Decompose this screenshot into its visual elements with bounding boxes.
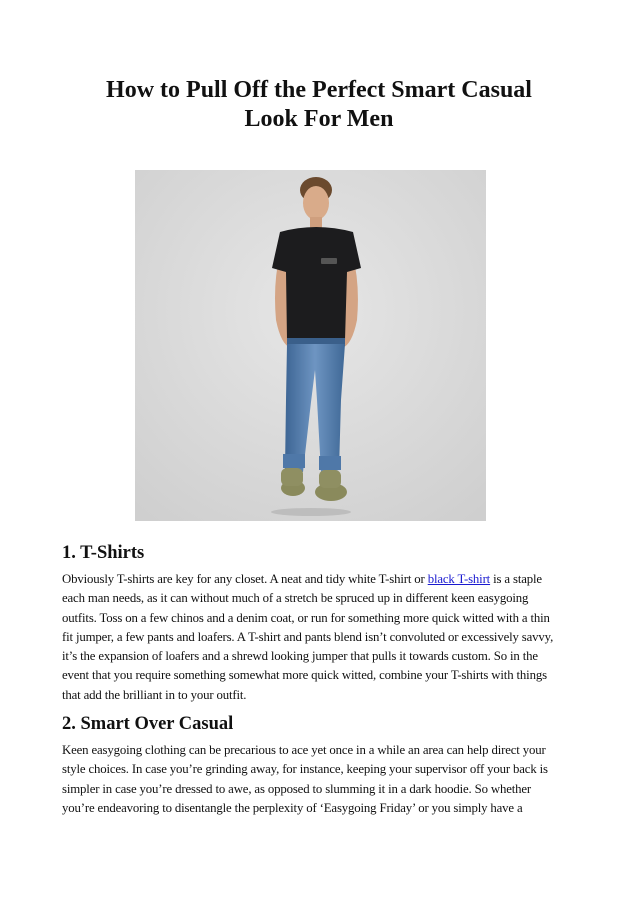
hero-image-man-smart-casual xyxy=(135,170,486,521)
title-line-2: Look For Men xyxy=(244,106,394,132)
body-line: simpler in case you’re dressed to awe, as opposed to slumming it in a dark hoodie. So whether xyxy=(62,781,532,796)
body-line: outfits. Toss on a few chinos and a denim coat, or run for something more quick witted with a thin xyxy=(62,610,550,625)
section-heading: 2. Smart Over Casual xyxy=(62,714,234,734)
body-line: fit jumper, a few pants and loafers. A T-shirt and pants blend isn’t convoluted or excessively savvy, xyxy=(62,629,554,644)
body-line-text: is a staple xyxy=(490,572,542,586)
black-t-shirt-link[interactable]: black T-shirt xyxy=(427,572,491,586)
section-body xyxy=(62,741,578,818)
section-body xyxy=(62,570,578,705)
body-line: you’re endeavoring to disentangle the perplexity of ‘Easygoing Friday’ or you simply have a xyxy=(62,800,523,815)
page-title xyxy=(60,76,578,134)
section-heading: 1. T-Shirts xyxy=(62,543,145,563)
body-line xyxy=(62,570,578,589)
section-t-shirts xyxy=(62,542,578,705)
section-smart-over-casual xyxy=(62,713,578,818)
title-line-1: How to Pull Off the Perfect Smart Casual xyxy=(106,77,532,103)
body-line-text: Obviously T-shirts are key for any closet. A neat and tidy white T-shirt or xyxy=(62,572,428,586)
body-line: that add the brilliant in to your outfit. xyxy=(62,687,247,702)
body-line: style choices. In case you’re grinding away, for instance, keeping your supervisor off your back is xyxy=(62,762,548,777)
body-line: Keen easygoing clothing can be precarious to ace yet once in a while an area can help direct your xyxy=(62,743,546,757)
body-line: each man needs, as it can without much of a stretch be spruced up in different keen easygoing xyxy=(62,591,529,606)
body-line: event that you require something somewhat more quick witted, combine your T-shirts with things xyxy=(62,668,547,683)
body-line: it’s the expansion of loafers and a shrewd looking jumper that pulls it towards custom. So in the xyxy=(62,649,538,664)
